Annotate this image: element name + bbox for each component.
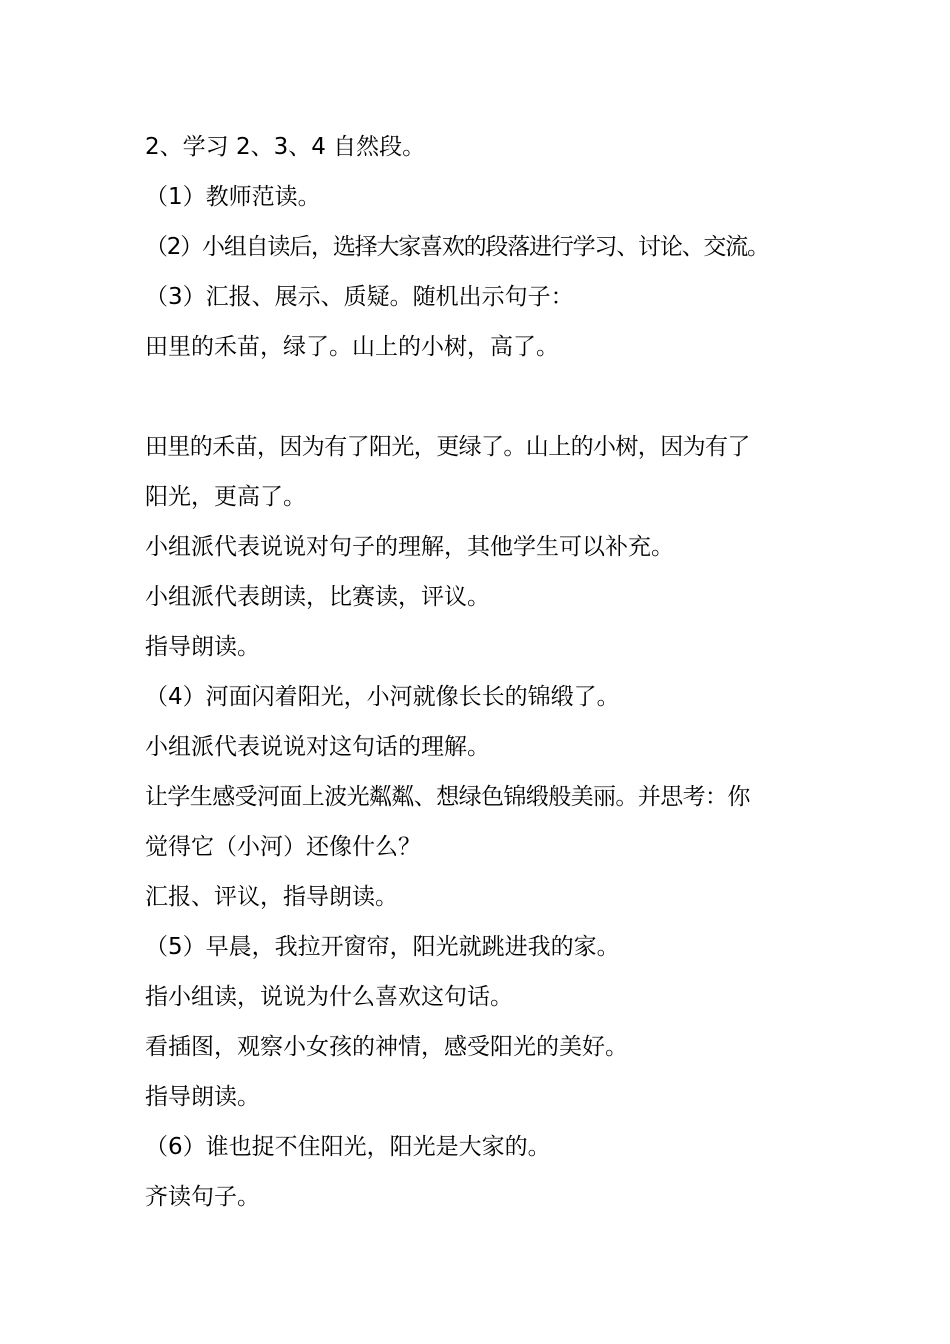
sentence-extended-part-1: 田里的禾苗，因为有了阳光，更绿了。山上的小树，因为有了 [145, 434, 750, 460]
paragraph-text: 让学生感受河面上波光粼粼、想绿色锦缎般美丽。并思考：你 [145, 784, 750, 810]
blank-line [145, 372, 835, 422]
step-3-text: （3）汇报、展示、质疑。随机出示句子： [145, 284, 574, 310]
paragraph-text: 看插图，观察小女孩的神情，感受阳光的美好。 [145, 1034, 628, 1060]
paragraph-text: 齐读句子。 [145, 1184, 260, 1210]
paragraph-text: 汇报、评议，指导朗读。 [145, 884, 398, 910]
step-5-text: （5）早晨，我拉开窗帘，阳光就跳进我的家。 [145, 934, 620, 960]
paragraph-text: 小组派代表说说对句子的理解，其他学生可以补充。 [145, 534, 674, 560]
section-heading: 2、学习 2、3、4 自然段。 [145, 134, 426, 160]
sentence-original: 田里的禾苗，绿了。山上的小树，高了。 [145, 334, 559, 360]
paragraph-text: 指导朗读。 [145, 1084, 260, 1110]
paragraph-text: 小组派代表朗读，比赛读，评议。 [145, 584, 490, 610]
paragraph-text: 指小组读，说说为什么喜欢这句话。 [145, 984, 513, 1010]
step-6-text: （6）谁也捉不住阳光，阳光是大家的。 [145, 1134, 551, 1160]
document-body [145, 122, 835, 1222]
step-1-text: （1）教师范读。 [145, 184, 321, 210]
paragraph-text: 指导朗读。 [145, 634, 260, 660]
step-2-text: （2）小组自读后，选择大家喜欢的段落进行学习、讨论、交流。 [145, 234, 769, 260]
step-4-text: （4）河面闪着阳光，小河就像长长的锦缎了。 [145, 684, 620, 710]
paragraph-text: 小组派代表说说对这句话的理解。 [145, 734, 490, 760]
sentence-extended-part-2: 阳光，更高了。 [145, 484, 306, 510]
paragraph-text: 觉得它（小河）还像什么？ [145, 834, 421, 860]
